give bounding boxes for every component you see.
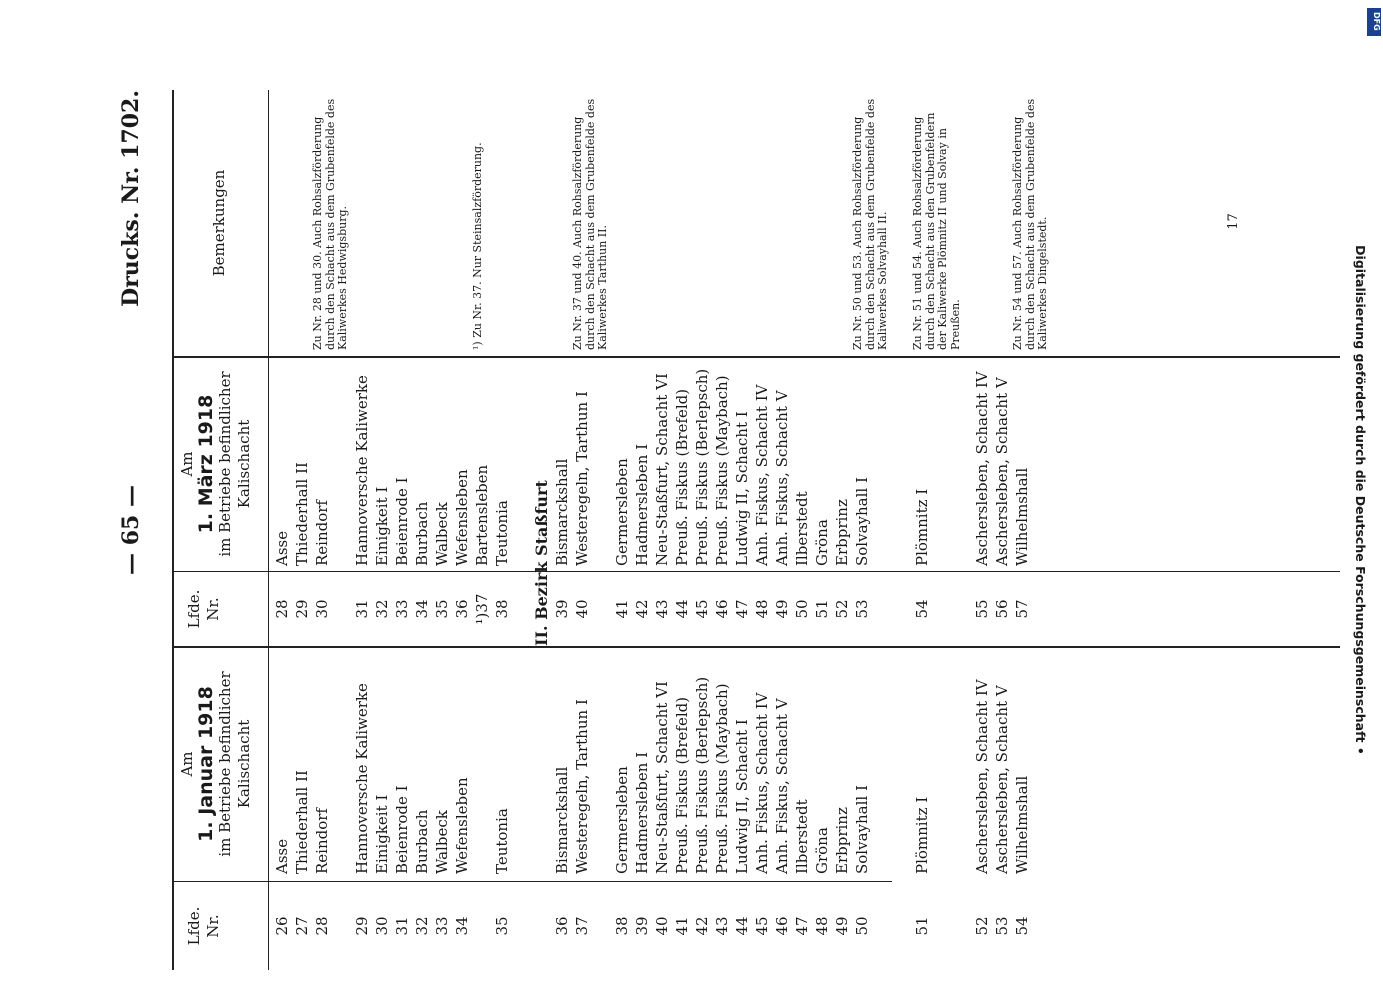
right-name-cell: Plömnitz I <box>913 488 931 566</box>
right-title-header <box>178 358 254 570</box>
left-nr-cell <box>592 882 612 970</box>
right-nr-cell <box>892 572 912 646</box>
right-title-line4: Kalischacht <box>235 419 253 509</box>
digitization-strip <box>1340 8 1380 992</box>
right-name-cell <box>952 360 972 566</box>
right-nr-cell <box>512 572 532 646</box>
right-title-date: 1. März 1918 <box>195 394 217 534</box>
right-nr-cell: 46 <box>713 599 731 619</box>
left-nr-cell: 27 <box>293 916 311 936</box>
right-name-cell: Preuß. Fiskus (Maybach) <box>713 375 731 566</box>
right-name-cell: Gröna <box>813 519 831 566</box>
right-nr-cell: 49 <box>773 599 791 619</box>
left-title-line3: im Betriebe befindlicher <box>216 671 234 857</box>
right-nr-cell: 51 <box>813 599 831 619</box>
rotated-page <box>110 90 1340 970</box>
remark-note: Zu Nr. 28 und 30. Auch Rohsalzförderung durch den Schacht aus dem Grubenfelde des Kaliwerkes Hedwigsburg. <box>311 98 349 350</box>
left-nr-cell <box>952 882 972 970</box>
right-nr-cell <box>872 572 892 646</box>
right-name-cell: Bismarckshall <box>553 458 571 566</box>
right-nr-column <box>272 572 1032 646</box>
left-name-cell: Aschersleben, Schacht IV <box>973 679 991 874</box>
right-name-cell <box>872 360 892 566</box>
right-name-cell: Thiederhall II <box>293 462 311 566</box>
left-name-cell: Bismarckshall <box>553 766 571 874</box>
left-nr-cell: 39 <box>633 916 651 936</box>
drucksache-number: Drucks. Nr. 1702. <box>118 90 144 307</box>
right-title-am: Am <box>178 451 196 477</box>
right-name-cell: Solvayhall I <box>853 477 871 566</box>
left-name-cell: Beienrode I <box>393 785 411 874</box>
left-title-header <box>178 650 254 878</box>
right-name-cell: Anh. Fiskus, Schacht V <box>773 390 791 566</box>
page-header <box>110 90 170 970</box>
right-nr-cell: 41 <box>613 599 631 619</box>
right-nr-cell: 34 <box>413 599 431 619</box>
bemerkungen-label: Bemerkungen <box>210 169 228 277</box>
remark-note: Zu Nr. 50 und 53. Auch Rohsalzförderung durch den Schacht aus dem Grubenfelde des Kaliwerkes Solvayhall II. <box>851 98 889 350</box>
remark-note: Zu Nr. 37 und 40. Auch Rohsalzförderung durch den Schacht aus dem Grubenfelde des Kaliwerkes Tarthun II. <box>571 98 609 350</box>
left-name-cell <box>932 650 952 874</box>
left-nr-cell: 33 <box>433 916 451 936</box>
left-nr-cell <box>932 882 952 970</box>
left-nr-cell: 31 <box>393 916 411 936</box>
right-nr-cell: 29 <box>293 599 311 619</box>
left-nr-cell: 30 <box>373 916 391 936</box>
right-nr-cell: 45 <box>693 599 711 619</box>
right-name-cell <box>932 360 952 566</box>
right-name-cell: Walbeck <box>433 502 451 566</box>
right-nr-cell: 47 <box>733 599 751 619</box>
right-name-cell: Anh. Fiskus, Schacht IV <box>753 384 771 566</box>
left-nr-cell: 50 <box>853 916 871 936</box>
left-name-cell <box>892 650 912 874</box>
right-name-cell <box>592 360 612 566</box>
left-nr-cell: 28 <box>313 916 331 936</box>
remark-note: ¹) Zu Nr. 37. Nur Steinsalzförderung. <box>471 142 484 350</box>
right-nr-cell <box>592 572 612 646</box>
left-nr-cell <box>872 882 892 970</box>
left-nr-cell: 46 <box>773 916 791 936</box>
left-name-cell: Hannoversche Kaliwerke <box>353 683 371 874</box>
right-nr-cell <box>952 572 972 646</box>
left-title-line4: Kalischacht <box>235 719 253 809</box>
right-nr-cell: 32 <box>373 599 391 619</box>
right-name-cell: Einigkeit I <box>373 486 391 566</box>
left-name-cell: Westeregeln, Tarthun I <box>573 699 591 874</box>
right-nr-cell: ¹)37 <box>473 593 491 625</box>
left-name-cell: Burbach <box>413 809 431 874</box>
right-nr-cell: 52 <box>833 599 851 619</box>
right-name-cell: Preuß. Fiskus (Brefeld) <box>673 388 691 566</box>
left-name-cell: Ilberstedt <box>793 799 811 874</box>
left-name-cell: Anh. Fiskus, Schacht V <box>773 698 791 874</box>
remark-note: Zu Nr. 51 und 54. Auch Rohsalzförderung durch den Schacht aus den Grubenfeldern der Kaliwerke Plömnitz II und Solvay in Preußen. <box>911 112 962 350</box>
lfde-nr-label: Lfde. Nr. <box>185 906 222 946</box>
rule-remarks <box>172 356 1340 358</box>
dfg-logo <box>1367 8 1381 36</box>
left-name-cell: Solvayhall I <box>853 785 871 874</box>
left-name-cell: Hadmersleben I <box>633 751 651 874</box>
left-name-cell <box>472 650 492 874</box>
left-name-cell <box>952 650 972 874</box>
left-nr-cell: 44 <box>733 916 751 936</box>
right-nr-cell: 35 <box>433 599 451 619</box>
left-title-date: 1. Januar 1918 <box>195 686 217 842</box>
digitization-credit: Digitalisierung gefördert durch die Deutsche Forschungsgemeinschaft • <box>1353 245 1368 755</box>
right-nr-cell: 50 <box>793 599 811 619</box>
right-name-cell: Germersleben <box>613 458 631 566</box>
right-nr-cell: 39 <box>553 599 571 619</box>
right-name-cell: Preuß. Fiskus (Berlepsch) <box>693 368 711 566</box>
left-nr-cell: 42 <box>693 916 711 936</box>
left-name-cell: Walbeck <box>433 810 451 874</box>
right-name-cell: Westeregeln, Tarthun I <box>573 391 591 566</box>
left-name-cell: Wefensleben <box>453 777 471 874</box>
left-name-cell <box>532 650 552 874</box>
right-name-cell: Hannoversche Kaliwerke <box>353 375 371 566</box>
right-nr-cell: 42 <box>633 599 651 619</box>
left-nr-cell: 47 <box>793 916 811 936</box>
rule-mid <box>172 646 1340 648</box>
left-nr-cell: 38 <box>613 916 631 936</box>
left-nr-cell: 37 <box>573 916 591 936</box>
right-nr-cell: 55 <box>973 599 991 619</box>
right-name-cell: Ludwig II, Schacht I <box>733 411 751 566</box>
left-name-cell: Preuß. Fiskus (Maybach) <box>713 683 731 874</box>
header-bottom-rule <box>268 90 269 970</box>
section-heading: II. Bezirk Staßfurt <box>532 480 551 646</box>
right-nr-cell: 48 <box>753 599 771 619</box>
left-name-cell: Teutonia <box>493 808 511 874</box>
right-name-cell: Wefensleben <box>453 469 471 566</box>
folio-number: 17 <box>1225 213 1241 230</box>
right-title-line3: im Betriebe befindlicher <box>216 371 234 557</box>
left-name-cell: Preuß. Fiskus (Berlepsch) <box>693 676 711 874</box>
right-name-cell <box>332 360 352 566</box>
right-name-cell: Teutonia <box>493 500 511 566</box>
right-nr-cell: 38 <box>493 599 511 619</box>
left-name-cell: Reindorf <box>313 808 331 874</box>
right-nr-cell: 53 <box>853 599 871 619</box>
right-name-cell: Asse <box>273 530 291 566</box>
left-nr-cell <box>892 882 912 970</box>
left-nr-column <box>272 882 1032 970</box>
left-nr-cell: 51 <box>913 916 931 936</box>
right-nr-cell: 40 <box>573 599 591 619</box>
left-nr-cell <box>472 882 492 970</box>
left-nr-cell: 40 <box>653 916 671 936</box>
left-nr-cell: 53 <box>993 916 1011 936</box>
left-name-cell <box>512 650 532 874</box>
left-nr-cell: 34 <box>453 916 471 936</box>
lfde-nr-header-right <box>185 572 223 646</box>
lfde-nr-label: Lfde. Nr. <box>185 589 222 629</box>
left-nr-cell: 45 <box>753 916 771 936</box>
bemerkungen-header <box>210 90 229 356</box>
left-nr-cell: 35 <box>493 916 511 936</box>
left-nr-cell: 29 <box>353 916 371 936</box>
left-name-cell: Erbprinz <box>833 807 851 874</box>
remark-note: Zu Nr. 54 und 57. Auch Rohsalzförderung durch den Schacht aus dem Grubenfelde des Kaliwerkes Dingelstedt. <box>1011 98 1049 350</box>
dfg-logo-text: DFG <box>1372 12 1381 31</box>
right-name-cell: Erbprinz <box>833 499 851 566</box>
left-name-cell <box>872 650 892 874</box>
right-nr-cell: 57 <box>1013 599 1031 619</box>
right-name-cell <box>512 360 532 566</box>
left-nr-cell <box>512 882 532 970</box>
left-nr-cell: 52 <box>973 916 991 936</box>
left-nr-cell: 43 <box>713 916 731 936</box>
left-nr-cell: 48 <box>813 916 831 936</box>
left-name-cell: Wilhelmshall <box>1013 775 1031 874</box>
right-name-cell: Aschersleben, Schacht IV <box>973 371 991 566</box>
left-name-cell: Preuß. Fiskus (Brefeld) <box>673 696 691 874</box>
left-name-cell: Gröna <box>813 827 831 874</box>
left-name-column <box>272 650 1032 874</box>
right-nr-cell: 33 <box>393 599 411 619</box>
right-nr-cell <box>332 572 352 646</box>
right-nr-cell: 30 <box>313 599 331 619</box>
right-name-cell: Neu-Staßfurt, Schacht VI <box>653 373 671 566</box>
table-top-rule <box>172 90 174 970</box>
left-nr-cell: 41 <box>673 916 691 936</box>
left-name-cell: Germersleben <box>613 766 631 874</box>
right-nr-cell: 54 <box>913 599 931 619</box>
left-nr-cell: 26 <box>273 916 291 936</box>
left-nr-cell <box>532 882 552 970</box>
right-name-cell: Reindorf <box>313 500 331 566</box>
right-nr-cell: 28 <box>273 599 291 619</box>
left-name-cell: Plömnitz I <box>913 796 931 874</box>
left-name-cell: Thiederhall II <box>293 770 311 874</box>
left-nr-cell: 54 <box>1013 916 1031 936</box>
lfde-nr-header-left <box>185 882 223 970</box>
left-name-cell <box>332 650 352 874</box>
right-nr-cell: 44 <box>673 599 691 619</box>
right-name-cell: Beienrode I <box>393 477 411 566</box>
right-name-cell: Ilberstedt <box>793 491 811 566</box>
page-number: — 65 — <box>118 485 144 575</box>
right-name-cell <box>892 360 912 566</box>
right-name-cell: Aschersleben, Schacht V <box>993 377 1011 566</box>
right-name-cell: Burbach <box>413 501 431 566</box>
left-name-cell: Asse <box>273 838 291 874</box>
right-nr-cell: 43 <box>653 599 671 619</box>
left-title-am: Am <box>178 751 196 777</box>
left-name-cell: Einigkeit I <box>373 794 391 874</box>
right-name-cell: Hadmersleben I <box>633 443 651 566</box>
right-nr-cell: 36 <box>453 599 471 619</box>
left-nr-cell: 32 <box>413 916 431 936</box>
right-nr-cell: 56 <box>993 599 1011 619</box>
right-name-cell: Wilhelmshall <box>1013 467 1031 566</box>
left-name-cell: Anh. Fiskus, Schacht IV <box>753 692 771 874</box>
left-name-cell: Ludwig II, Schacht I <box>733 719 751 874</box>
left-name-cell: Aschersleben, Schacht V <box>993 685 1011 874</box>
right-nr-cell <box>932 572 952 646</box>
left-name-cell <box>592 650 612 874</box>
left-name-cell: Neu-Staßfurt, Schacht VI <box>653 681 671 874</box>
left-nr-cell <box>332 882 352 970</box>
left-nr-cell: 36 <box>553 916 571 936</box>
right-name-cell: Bartensleben <box>473 464 491 566</box>
left-nr-cell: 49 <box>833 916 851 936</box>
right-nr-cell: 31 <box>353 599 371 619</box>
